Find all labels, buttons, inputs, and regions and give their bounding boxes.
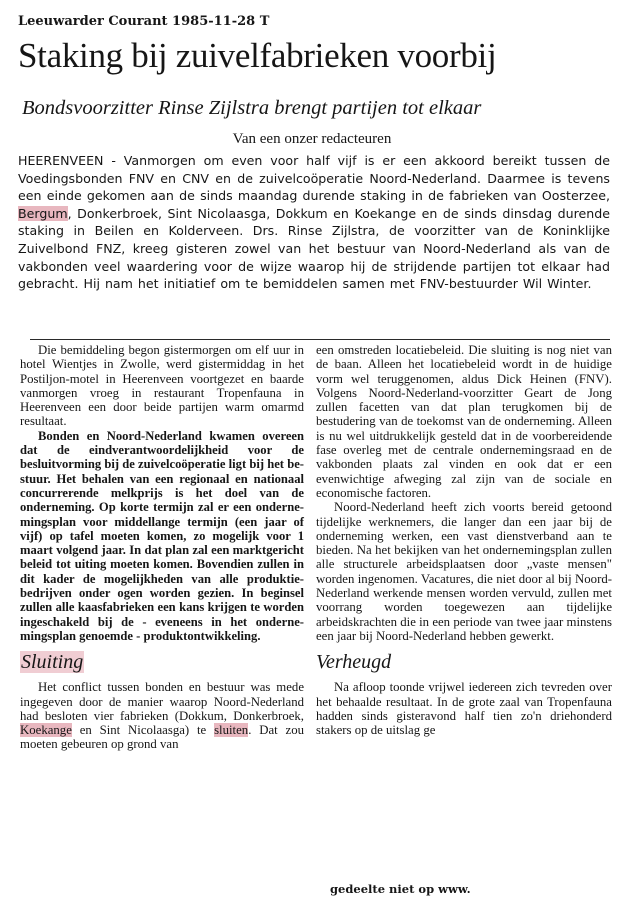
- left-column: [20, 343, 304, 752]
- byline: Van een onzer redacteuren: [232, 131, 392, 147]
- left-p3-after: . Dat zou moeten gebeuren op grond van: [20, 723, 304, 752]
- newspaper-source: Leeuwarder Courant 1985-11-28 T: [18, 14, 270, 29]
- left-paragraph-3: [20, 680, 304, 751]
- left-paragraph-1: Die bemiddeling begon gistermorgen om elf uur in hotel Wientjes in Zwolle, werd gistermiddag in het Postiljon-motel in Heerenveen voortgezet en baarde vanmorgen vroeg in restaurant Tropenfauna in Heerenveen een door beide partijen warm omarmd resultaat.: [20, 343, 304, 429]
- highlight-koekange: Koekange: [20, 723, 72, 738]
- highlight-bergum: Bergum: [18, 205, 68, 221]
- highlight-sluiten: sluiten: [214, 723, 249, 738]
- left-p3-before: Het conflict tussen bonden en bestuur was mede ingegeven door de manier waarop Noord-Nederland had besloten vier fabrieken (Dokkum, Donkerbroek,: [20, 680, 304, 723]
- lead-text-after: , Donkerbroek, Sint Nicolaasga, Dokkum en Koekange en de sinds dinsdag durende staking in Beilen en Kolderveen. Drs. Rinse Zijlstra, de voorzitter van de Koninklijke Zuivelbond FNZ, kreeg gisteren zowel van het bestuur van Noord-Nederland als van de vakbonden veel waardering voor de wijze waarop hij de strijdende partijen tot elkaar had gebracht. Hij nam het initiatief om te bemiddelen samen met FNV-bestuurder Wil Winter.: [18, 205, 610, 292]
- subheadline: Bondsvoorzitter Rinse Zijlstra brengt partijen tot elkaar: [22, 97, 482, 119]
- right-paragraph-1: een omstreden locatiebeleid. Die sluiting is nog niet van de baan. Alleen het locatiebeleid wordt in de huidige vorm wel teruggenomen, aldus Dick Heinen (FNV). Volgens Noord-Nederland-voorzitter Geart de Jong zullen facetten van dat plan terugkomen bij de bestudering van de toekomst van de onderneming. Alleen is nu wel uitdrukkelijk gesteld dat in de voorbereidende fase overleg met de centrale ondernemingsraad en de vakbonden plaats zal vinden en ook dat er een evenwichtige afweging zal zijn van de sociale en economische factoren.: [316, 343, 612, 500]
- lead-text-before: HEERENVEEN - Vanmorgen om even voor half vijf is er een akkoord bereikt tussen de Voedingsbonden FNV en CNV en de zuivelcoöperatie Noord-Nederland. Daarmee is tevens een einde gekomen aan de sinds maandag durende staking in de fabrieken van Oosterzee,: [18, 153, 610, 204]
- right-paragraph-3: Na afloop toonde vrijwel iedereen zich tevreden over het behaalde resultaat. In de grote zaal van Tropenfauna hadden sinds gisteravond half tien zo'n driehonderd stakers op de uitslag ge: [316, 680, 612, 738]
- headline: Staking bij zuivelfabrieken voorbij: [18, 36, 497, 75]
- footer-note: gedeelte niet op www.: [330, 882, 471, 896]
- lead-paragraph: [18, 152, 610, 293]
- divider-rule: [30, 339, 610, 340]
- right-paragraph-2: Noord-Nederland heeft zich voorts bereid getoond tijdelijke werknemers, die langer dan een jaar bij de onderneming werken, een vast dienstverband aan te bieden. Na het bekijken van het ondernemingsplan zullen alle structurele arbeidsplaatsen door „vaste mensen" worden ingenomen. Vacatures, die niet door al bij Noord-Nederland werkende mensen worden vervuld, zullen met voorrang worden toegewezen aan tijdelijke arbeidskrachten die in een periode van twee jaar minstens een jaar bij Noord-Nederland hebben gewerkt.: [316, 500, 612, 643]
- section-heading-sluiting-text: Sluiting: [21, 651, 84, 674]
- section-heading-verheugd: Verheugd: [316, 651, 392, 674]
- section-heading-sluiting: [20, 650, 304, 674]
- left-paragraph-2: Bonden en Noord-Nederland kwamen overeen dat de eindverantwoordelijkheid voor de besluitvorming bij de zuivelcoöperatie ligt bij het bestuur. Het behalen van een regionaal en nationaal concurrerende melkprijs is het doel van de onderneming. Op korte termijn zal er een ondernemingsplan voor middellange termijn (een jaar of vijf) op tafel moeten komen, zo mogelijk voor 1 maart volgend jaar. In dat plan zal een marktgericht beleid tot uiting moeten komen. Bovendien zullen in dit kader de mogelijkheden van alle produktiebedrijven onder ogen worden gezien. In beginsel zullen alle kaasfabrieken een kans krijgen te worden ingeschakeld bij de - eveneens in het ondernemingsplan genoemde - produktontwikkeling.: [20, 428, 304, 643]
- right-column: [316, 343, 612, 737]
- left-p3-mid: en Sint Nicolaasga) te: [71, 723, 215, 738]
